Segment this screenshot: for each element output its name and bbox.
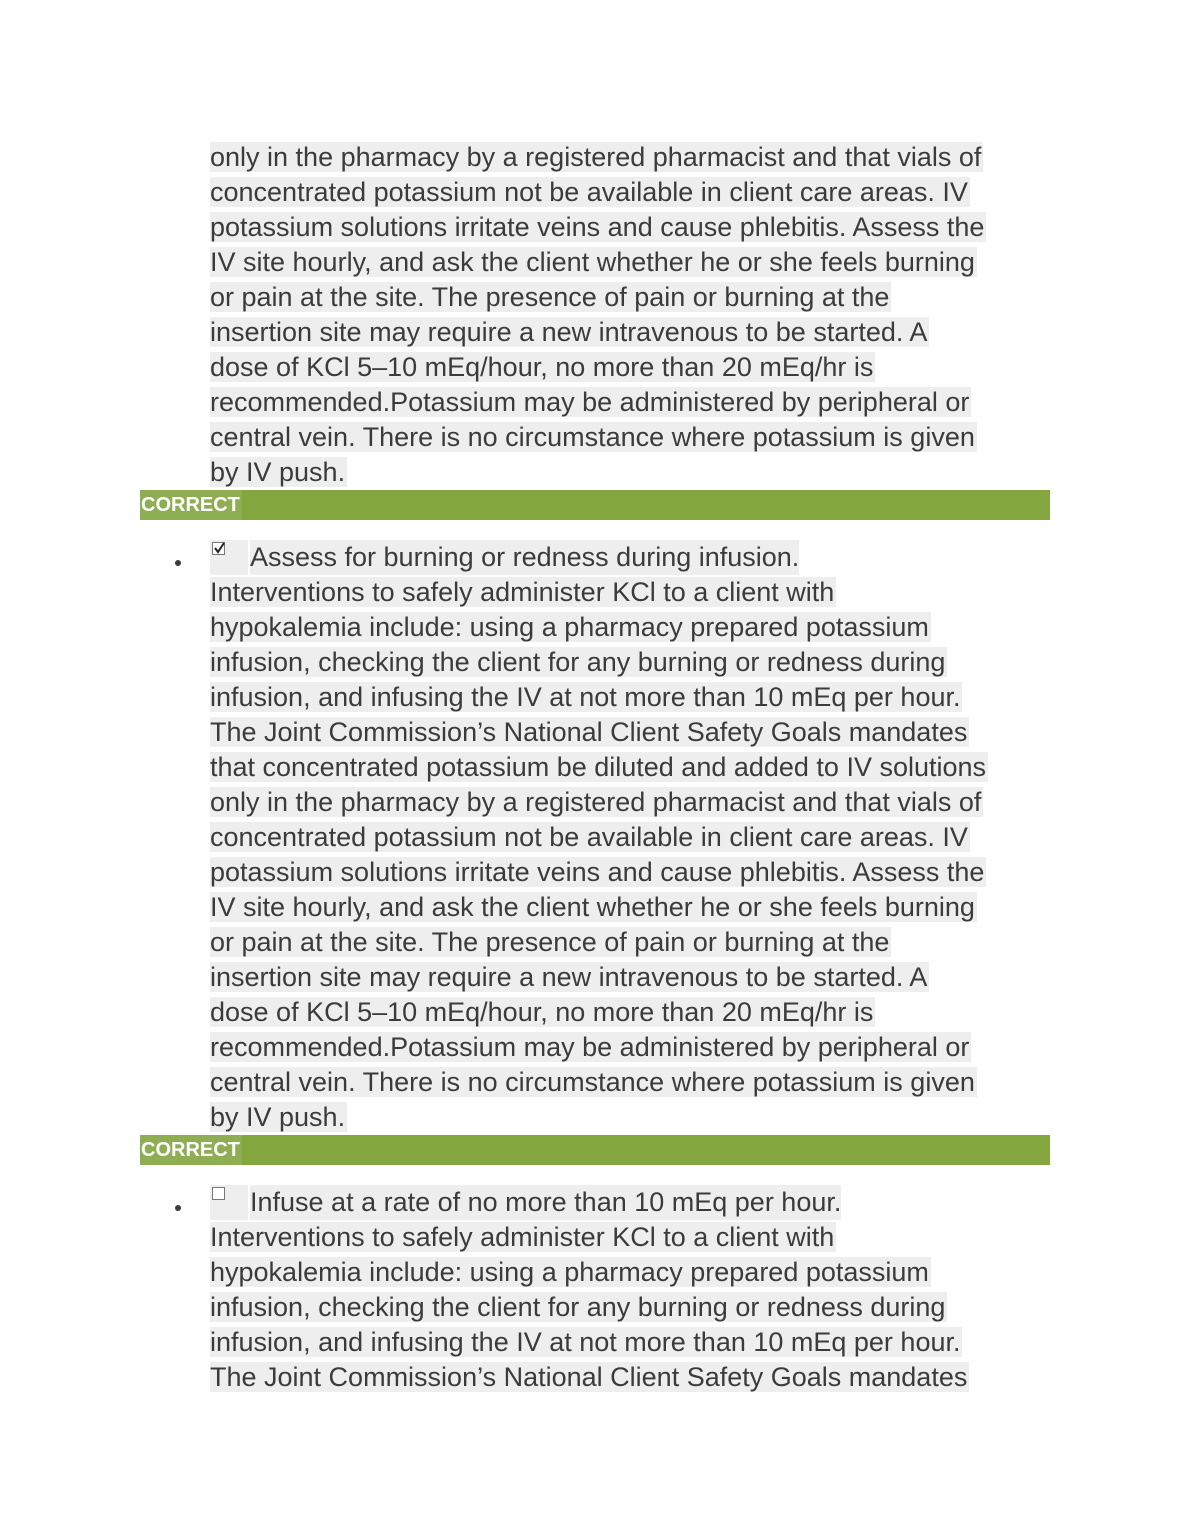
rationale-line: Interventions to safely administer KCl to a client with [210,577,835,607]
rationale-line: only in the pharmacy by a registered pharmacist and that vials of [210,787,982,817]
correct-banner [140,1135,1050,1165]
answer-option-1 [170,540,1050,575]
rationale-line: dose of KCl 5–10 mEq/hour, no more than 20 mEq/hr is [210,997,874,1027]
rationale-block-top [210,140,1060,490]
bullet-icon [175,560,181,566]
answer-option-2 [170,1185,1050,1220]
rationale-line: dose of KCl 5–10 mEq/hour, no more than 20 mEq/hr is [210,352,874,382]
correct-label: CORRECT [140,1135,242,1165]
checked-checkbox-icon[interactable] [212,542,225,555]
rationale-line: insertion site may require a new intravenous to be started. A [210,317,928,347]
rationale-line: or pain at the site. The presence of pain or burning at the [210,282,890,312]
rationale-line: potassium solutions irritate veins and cause phlebitis. Assess the [210,857,985,887]
rationale-line: infusion, and infusing the IV at not more than 10 mEq per hour. [210,682,961,712]
rationale-line: hypokalemia include: using a pharmacy prepared potassium [210,612,929,642]
rationale-block-option-2 [210,1220,1060,1395]
rationale-line: only in the pharmacy by a registered pharmacist and that vials of [210,142,982,172]
rationale-line: Interventions to safely administer KCl to a client with [210,1222,835,1252]
unchecked-checkbox-icon[interactable] [212,1187,225,1200]
bullet-icon [175,1205,181,1211]
rationale-line: central vein. There is no circumstance where potassium is given [210,422,975,452]
rationale-block-option-1 [210,575,1060,1135]
rationale-line: by IV push. [210,457,346,487]
rationale-line: hypokalemia include: using a pharmacy prepared potassium [210,1257,929,1287]
rationale-line: recommended.Potassium may be administered by peripheral or [210,387,970,417]
checkbox-container [210,540,248,575]
option-text: Infuse at a rate of no more than 10 mEq per hour. [250,1185,841,1220]
rationale-line: by IV push. [210,1102,346,1132]
rationale-line: recommended.Potassium may be administered by peripheral or [210,1032,970,1062]
rationale-line: infusion, and infusing the IV at not more than 10 mEq per hour. [210,1327,961,1357]
rationale-line: insertion site may require a new intravenous to be started. A [210,962,928,992]
option-text: Assess for burning or redness during infusion. [250,540,799,575]
rationale-line: concentrated potassium not be available in client care areas. IV [210,177,968,207]
rationale-line: that concentrated potassium be diluted and added to IV solutions [210,752,987,782]
rationale-line: IV site hourly, and ask the client whether he or she feels burning [210,247,975,277]
rationale-line: central vein. There is no circumstance where potassium is given [210,1067,975,1097]
checkbox-container [210,1185,248,1220]
rationale-line: concentrated potassium not be available in client care areas. IV [210,822,968,852]
rationale-line: infusion, checking the client for any burning or redness during [210,1292,946,1322]
correct-banner [140,490,1050,520]
rationale-line: The Joint Commission’s National Client Safety Goals mandates [210,717,968,747]
rationale-line: potassium solutions irritate veins and cause phlebitis. Assess the [210,212,985,242]
rationale-line: infusion, checking the client for any burning or redness during [210,647,946,677]
rationale-line: The Joint Commission’s National Client Safety Goals mandates [210,1362,968,1392]
rationale-line: or pain at the site. The presence of pain or burning at the [210,927,890,957]
correct-label: CORRECT [140,490,242,520]
rationale-line: IV site hourly, and ask the client whether he or she feels burning [210,892,975,922]
